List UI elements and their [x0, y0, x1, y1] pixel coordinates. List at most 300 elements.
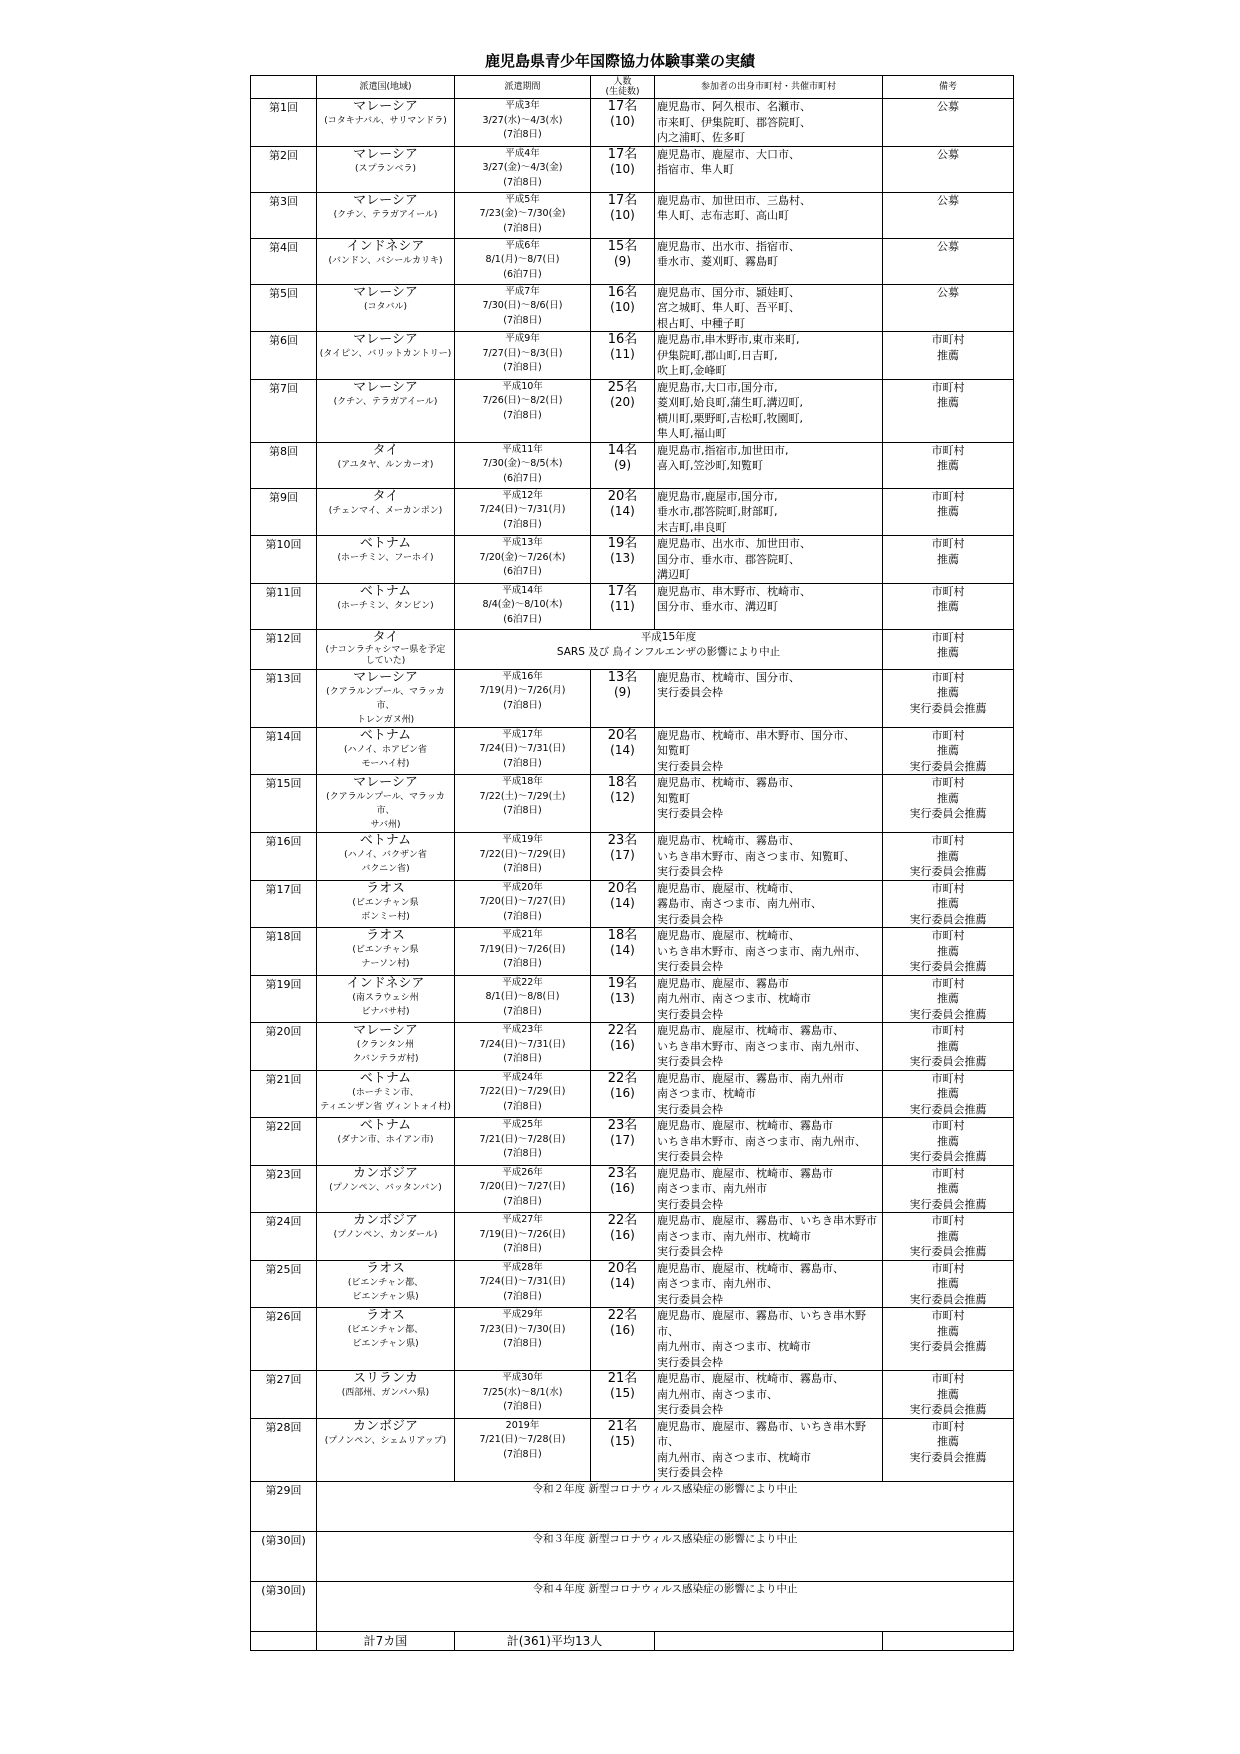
note-line: 推薦 — [937, 348, 959, 362]
note-line: 実行委員会推薦 — [909, 759, 987, 773]
period-nights: (7泊8日) — [503, 222, 542, 234]
note-line: 市町村 — [931, 834, 965, 847]
country-region: (ホーチミン、フーホイ) — [337, 553, 434, 563]
period-era: 平成14年 — [502, 584, 543, 596]
town-line: 実行委員会枠 — [657, 1292, 723, 1306]
people-cell — [591, 99, 655, 147]
country-cell — [317, 1165, 455, 1213]
student-count: (11) — [610, 347, 635, 361]
town-line: 鹿児島市、鹿屋市、枕崎市、 — [657, 929, 800, 942]
people-cell — [591, 146, 655, 192]
country-cell — [317, 379, 455, 442]
country-name: マレーシア — [353, 669, 418, 685]
period-nights: (7泊8日) — [503, 958, 542, 970]
people-count: 16名 — [607, 332, 638, 347]
period-nights: (7泊8日) — [503, 1148, 542, 1160]
student-count: (17) — [610, 1133, 635, 1147]
people-count: 22名 — [607, 1213, 638, 1228]
town-line: 鹿児島市、鹿屋市、枕崎市、霧島市 — [657, 1166, 833, 1180]
towns-cell — [655, 583, 883, 629]
towns-cell — [655, 880, 883, 928]
round-cell: 第26回 — [251, 1308, 317, 1371]
country-name: インドネシア — [346, 238, 425, 254]
table-row — [251, 727, 1014, 775]
period-dates: 7/19(日)～7/26(日) — [479, 1228, 566, 1240]
town-line: 宮之城町、隼人町、吾平町、 — [657, 301, 800, 314]
header-period: 派遣期間 — [455, 76, 591, 99]
town-line: 溝辺町 — [657, 568, 690, 581]
people-count: 17名 — [607, 99, 638, 114]
town-line: いちき串木野市、南さつま市、知覧町、 — [657, 849, 855, 863]
note-cell — [883, 1308, 1014, 1371]
note-line: 市町村 — [931, 443, 965, 457]
period-era: 平成12年 — [502, 489, 543, 501]
country-region: (プノンペン、カンダール) — [333, 1230, 438, 1240]
people-count: 20名 — [607, 727, 638, 743]
town-line: 指宿市、隼人町 — [657, 163, 734, 176]
period-cell — [455, 1070, 591, 1118]
town-line: 南さつま市、枕崎市 — [657, 1087, 756, 1100]
towns-cell — [655, 488, 883, 536]
country-region: ビナバサ村) — [361, 1006, 410, 1017]
country-region: (ハノイ、ホアビン省 — [344, 744, 427, 755]
country-cell — [317, 332, 455, 380]
town-line: 鹿児島市、鹿屋市、霧島市、いちき串木野市、 — [657, 1419, 866, 1448]
town-line: 鹿児島市、枕崎市、霧島市、 — [657, 776, 800, 789]
note-line: 実行委員会推薦 — [909, 701, 987, 715]
total-empty-cell — [251, 1631, 317, 1650]
country-region: (ハノイ、バクザン省 — [344, 850, 427, 860]
note-line: 公募 — [937, 285, 959, 299]
record-table-body — [251, 99, 1014, 1651]
cancel-notice-year: 平成15年度 — [640, 630, 697, 643]
country-name: マレーシア — [353, 284, 418, 300]
note-cell — [883, 727, 1014, 775]
round-cell: 第5回 — [251, 284, 317, 332]
country-cell — [317, 1213, 455, 1261]
round-cell: 第16回 — [251, 833, 317, 881]
cancel-notice-cell: 令和３年度 新型コロナウィルス感染症の影響により中止 — [317, 1531, 1014, 1581]
period-cell — [455, 284, 591, 332]
people-cell — [591, 1070, 655, 1118]
country-cell — [317, 284, 455, 332]
table-row — [251, 775, 1014, 833]
round-cell: 第29回 — [251, 1481, 317, 1531]
period-era: 平成13年 — [502, 537, 543, 548]
town-line: 鹿児島市、鹿屋市、霧島市、いちき串木野市 — [657, 1214, 877, 1227]
round-cell: 第12回 — [251, 629, 317, 669]
people-cell — [591, 1260, 655, 1308]
student-count: (14) — [610, 1275, 635, 1290]
town-line: 知覧町 — [657, 744, 690, 757]
country-cell — [317, 1118, 455, 1166]
period-dates: 7/21(日)～7/28(日) — [479, 1133, 566, 1145]
country-name: タイ — [372, 442, 399, 458]
period-cell — [455, 1418, 591, 1481]
round-cell: 第27回 — [251, 1371, 317, 1419]
town-line: 喜入町,笠沙町,知覧町 — [657, 459, 763, 472]
town-line: 実行委員会枠 — [657, 1466, 723, 1479]
country-name: ベトナム — [359, 1070, 412, 1086]
country-cell — [317, 1023, 455, 1071]
people-cell — [591, 442, 655, 488]
round-cell: 第22回 — [251, 1118, 317, 1166]
country-region: (ナコンラチャシマー県を予定 — [325, 644, 446, 655]
period-nights: (7泊8日) — [503, 1338, 542, 1350]
note-line: 推薦 — [937, 459, 959, 472]
town-line: 鹿児島市,指宿市,加世田市, — [657, 443, 789, 457]
people-cell — [591, 1371, 655, 1419]
country-cell — [317, 1371, 455, 1419]
round-cell: 第28回 — [251, 1418, 317, 1481]
country-name: マレーシア — [353, 1023, 418, 1038]
town-line: 鹿児島市、出水市、加世田市、 — [657, 537, 811, 550]
note-line: 実行委員会推薦 — [909, 1150, 987, 1163]
student-count: (10) — [610, 207, 635, 222]
period-dates: 3/27(水)～4/3(水) — [482, 114, 563, 126]
people-count: 20名 — [607, 880, 638, 896]
note-line: 実行委員会推薦 — [909, 1292, 987, 1306]
table-row — [251, 284, 1014, 332]
note-cell — [883, 1371, 1014, 1419]
student-count: (14) — [610, 503, 635, 518]
table-row — [251, 1165, 1014, 1213]
round-cell: 第14回 — [251, 727, 317, 775]
people-cell — [591, 928, 655, 976]
town-line: 垂水市,郡答院町,財部町, — [657, 505, 778, 518]
student-count: (9) — [614, 457, 631, 472]
period-dates: 7/22(日)～7/29(日) — [479, 1086, 566, 1098]
town-line: 鹿児島市、鹿屋市、霧島市 — [657, 976, 789, 990]
period-nights: (7泊8日) — [503, 910, 542, 922]
period-dates: 7/22(土)～7/29(土) — [479, 790, 566, 802]
towns-cell — [655, 238, 883, 284]
note-line: 実行委員会推薦 — [909, 960, 987, 973]
note-cell — [883, 536, 1014, 584]
people-count: 23名 — [607, 1118, 638, 1133]
people-count: 22名 — [607, 1308, 638, 1323]
country-region: (チェンマイ、メーカンポン) — [328, 505, 443, 516]
towns-cell — [655, 1118, 883, 1166]
table-row — [251, 238, 1014, 284]
document-title: 鹿児島県青少年国際協力体験事業の実績 — [484, 52, 755, 70]
period-era: 平成3年 — [505, 100, 540, 111]
period-era: 平成18年 — [502, 776, 543, 787]
note-cell — [883, 775, 1014, 833]
country-region: (ビエンチャン県 — [352, 897, 419, 908]
round-cell: 第15回 — [251, 775, 317, 833]
table-row — [251, 488, 1014, 536]
country-cell — [317, 146, 455, 192]
towns-cell — [655, 669, 883, 727]
period-era: 平成30年 — [502, 1372, 543, 1383]
country-region: (アユタヤ、ルンカーオ) — [337, 459, 434, 470]
country-region: (ホーチミン市、 — [352, 1087, 419, 1098]
country-cell — [317, 536, 455, 584]
table-row — [251, 442, 1014, 488]
period-dates: 7/30(金)～8/5(木) — [482, 458, 563, 470]
country-name: マレーシア — [353, 146, 418, 162]
people-count: 22名 — [607, 1023, 638, 1038]
country-region: (ビエンチャン都、 — [347, 1325, 424, 1335]
town-line: 南さつま市、南九州市、 — [657, 1277, 778, 1290]
note-line: 市町村 — [931, 1024, 965, 1037]
note-line: 市町村 — [931, 776, 965, 789]
total-countries-cell: 計7カ国 — [317, 1631, 455, 1650]
period-nights: (7泊8日) — [503, 1195, 542, 1207]
town-line: 霧島市、南さつま市、南九州市、 — [657, 897, 822, 910]
student-count: (14) — [610, 895, 635, 910]
town-line: 内之浦町、佐多町 — [657, 131, 745, 144]
table-row — [251, 192, 1014, 238]
towns-cell — [655, 1371, 883, 1419]
header-people — [591, 76, 655, 99]
towns-cell — [655, 1070, 883, 1118]
country-cell — [317, 928, 455, 976]
towns-cell — [655, 146, 883, 192]
country-region: (スプランベラ) — [354, 163, 417, 174]
towns-cell — [655, 284, 883, 332]
note-line: 市町村 — [931, 630, 965, 644]
period-cell — [455, 1308, 591, 1371]
country-region: (ビエンチャン県 — [352, 945, 419, 955]
student-count: (9) — [614, 684, 631, 699]
note-cell — [883, 1165, 1014, 1213]
people-cell — [591, 583, 655, 629]
period-cell — [455, 1213, 591, 1261]
period-era: 平成27年 — [502, 1214, 543, 1225]
country-name: カンボジア — [352, 1213, 418, 1228]
period-era: 平成6年 — [505, 239, 540, 251]
note-line: 市町村 — [931, 537, 965, 550]
towns-cell — [655, 536, 883, 584]
student-count: (15) — [610, 1433, 635, 1448]
town-line: 鹿児島市、鹿屋市、霧島市、南九州市 — [657, 1071, 844, 1085]
period-cell — [455, 833, 591, 881]
note-cell — [883, 1418, 1014, 1481]
people-cell — [591, 536, 655, 584]
period-era: 平成11年 — [502, 443, 543, 455]
note-line: 推薦 — [937, 552, 959, 566]
table-row — [251, 1371, 1014, 1419]
period-era: 平成5年 — [505, 193, 540, 205]
town-line: 吹上町,金峰町 — [657, 364, 727, 377]
country-name: ラオス — [366, 1260, 405, 1276]
people-cell — [591, 1023, 655, 1071]
table-row — [251, 1308, 1014, 1371]
people-count: 21名 — [607, 1371, 638, 1386]
cancel-notice-cell — [455, 629, 883, 669]
period-nights: (7泊8日) — [503, 362, 542, 374]
table-row-12 — [251, 629, 1014, 669]
town-line: 実行委員会枠 — [657, 1102, 723, 1116]
note-cell — [883, 1023, 1014, 1071]
period-nights: (6泊7日) — [503, 472, 542, 484]
note-line: 市町村 — [931, 1166, 965, 1180]
town-line: 実行委員会枠 — [657, 1245, 723, 1258]
period-nights: (6泊7日) — [503, 268, 542, 280]
round-cell: 第2回 — [251, 146, 317, 192]
country-cell — [317, 99, 455, 147]
note-line: 推薦 — [937, 686, 959, 699]
town-line: 鹿児島市、枕崎市、国分市、 — [657, 670, 800, 684]
town-line: 鹿児島市、鹿屋市、枕崎市、霧島市 — [657, 1119, 833, 1132]
table-row — [251, 379, 1014, 442]
town-line: 実行委員会枠 — [657, 759, 723, 773]
town-line: 鹿児島市、鹿屋市、枕崎市、霧島市、 — [657, 1024, 844, 1037]
period-nights: (7泊8日) — [503, 1243, 542, 1255]
note-cell — [883, 192, 1014, 238]
country-region: ボンミー村) — [361, 911, 410, 922]
round-cell: 第8回 — [251, 442, 317, 488]
period-era: 平成19年 — [502, 834, 543, 845]
town-line: 鹿児島市、出水市、指宿市、 — [657, 239, 800, 253]
header-row — [251, 76, 1014, 99]
period-dates: 8/4(金)～8/10(木) — [482, 599, 563, 611]
period-era: 平成24年 — [502, 1071, 543, 1083]
student-count: (12) — [610, 790, 635, 804]
student-count: (16) — [610, 1323, 635, 1337]
town-line: 実行委員会枠 — [657, 1007, 723, 1021]
town-line: 実行委員会枠 — [657, 912, 723, 926]
town-line: 鹿児島市、串木野市、枕崎市、 — [657, 584, 811, 598]
note-cell — [883, 1070, 1014, 1118]
note-line: 実行委員会推薦 — [909, 1245, 987, 1258]
country-name: タイ — [372, 488, 399, 504]
note-line: 実行委員会推薦 — [909, 1007, 987, 1021]
round-cell: 第24回 — [251, 1213, 317, 1261]
period-cell — [455, 727, 591, 775]
town-line: 鹿児島市、鹿屋市、枕崎市、霧島市、 — [657, 1372, 844, 1385]
note-cell — [883, 488, 1014, 536]
people-cell — [591, 1308, 655, 1371]
period-cell — [455, 583, 591, 629]
note-line: 推薦 — [937, 1324, 959, 1338]
town-line: いちき串木野市、南さつま市、南九州市、 — [657, 1039, 866, 1053]
country-cell — [317, 192, 455, 238]
note-line: 実行委員会推薦 — [909, 865, 987, 878]
period-nights: (7泊8日) — [503, 518, 542, 530]
student-count: (16) — [610, 1085, 635, 1100]
town-line: 実行委員会枠 — [657, 960, 723, 973]
note-line: 推薦 — [937, 944, 959, 958]
town-line: 鹿児島市、国分市、頴娃町、 — [657, 285, 800, 299]
note-line: 推薦 — [937, 396, 959, 409]
town-line: 鹿児島市、枕崎市、串木野市、国分市、 — [657, 728, 855, 742]
country-region: ティエンザン省 ヴィントォイ村) — [320, 1101, 451, 1112]
country-name: ベトナム — [359, 1118, 412, 1133]
note-cell — [883, 442, 1014, 488]
note-line: 推薦 — [937, 600, 959, 613]
period-dates: 7/25(水)～8/1(水) — [482, 1386, 563, 1398]
people-count: 19名 — [607, 536, 638, 551]
period-dates: 7/20(日)～7/27(日) — [479, 896, 566, 908]
note-line: 推薦 — [937, 1039, 959, 1053]
student-count: (11) — [610, 598, 635, 613]
period-cell — [455, 379, 591, 442]
period-era: 平成4年 — [505, 147, 540, 159]
note-line: 市町村 — [931, 929, 965, 942]
period-era: 平成17年 — [502, 728, 543, 740]
period-dates: 7/24(日)～7/31(日) — [479, 1276, 566, 1288]
note-line: 推薦 — [937, 791, 959, 805]
country-region: (ダナン市、ホイアン市) — [337, 1135, 434, 1145]
towns-cell — [655, 1308, 883, 1371]
round-cell: 第10回 — [251, 536, 317, 584]
period-nights: (7泊8日) — [503, 805, 542, 817]
country-region: バクニン省) — [361, 864, 410, 874]
town-line: 南九州市、南さつま市、 — [657, 1387, 778, 1401]
people-count: 17名 — [607, 583, 638, 599]
period-era: 平成7年 — [505, 285, 540, 297]
note-cell — [883, 975, 1014, 1023]
town-line: 伊集院町,郡山町,日吉町, — [657, 348, 778, 362]
people-count: 23名 — [607, 833, 638, 848]
period-nights: (6泊7日) — [503, 566, 542, 578]
period-nights: (7泊8日) — [503, 863, 542, 875]
towns-cell — [655, 442, 883, 488]
period-era: 平成26年 — [502, 1166, 543, 1178]
country-name: ベトナム — [359, 583, 412, 599]
table-row — [251, 928, 1014, 976]
note-line: 市町村 — [931, 1214, 965, 1227]
country-name: マレーシア — [353, 99, 418, 114]
round-cell: (第30回) — [251, 1531, 317, 1581]
period-cell — [455, 880, 591, 928]
table-row — [251, 669, 1014, 727]
period-cell — [455, 536, 591, 584]
country-region: (プノンペン、バッタンバン) — [329, 1182, 442, 1193]
country-cell — [317, 488, 455, 536]
country-name: ベトナム — [359, 833, 412, 848]
record-table — [250, 75, 1014, 1651]
people-count: 21名 — [607, 1418, 638, 1434]
period-dates: 7/19(月)～7/26(月) — [479, 685, 566, 697]
country-region: (コタキナバル、サリマンドラ) — [324, 116, 447, 126]
round-cell: 第3回 — [251, 192, 317, 238]
header-note: 備考 — [883, 76, 1014, 99]
note-line: 推薦 — [937, 992, 959, 1005]
period-cell — [455, 146, 591, 192]
period-era: 平成29年 — [502, 1309, 543, 1320]
period-nights: (7泊8日) — [503, 1448, 542, 1460]
table-row — [251, 880, 1014, 928]
country-region: (南スラウェシ州 — [352, 992, 419, 1003]
country-cell — [317, 775, 455, 833]
towns-cell — [655, 379, 883, 442]
period-nights: (7泊8日) — [503, 176, 542, 188]
note-cell — [883, 379, 1014, 442]
note-line: 市町村 — [931, 1071, 965, 1085]
people-cell — [591, 192, 655, 238]
town-line: 南さつま市、南九州市、枕崎市 — [657, 1229, 811, 1243]
note-line: 推薦 — [937, 1229, 959, 1243]
country-name: マレーシア — [353, 379, 418, 395]
table-row — [251, 146, 1014, 192]
total-empty-cell — [655, 1631, 883, 1650]
town-line: 国分市、垂水市、郡答院町、 — [657, 552, 800, 566]
round-cell: (第30回) — [251, 1581, 317, 1631]
round-cell: 第11回 — [251, 583, 317, 629]
town-line: いちき串木野市、南さつま市、南九州市、 — [657, 944, 866, 958]
people-cell — [591, 238, 655, 284]
header-no — [251, 76, 317, 99]
country-cell — [317, 833, 455, 881]
towns-cell — [655, 833, 883, 881]
table-row — [251, 1260, 1014, 1308]
table-row — [251, 833, 1014, 881]
note-line: 実行委員会推薦 — [909, 1450, 987, 1464]
